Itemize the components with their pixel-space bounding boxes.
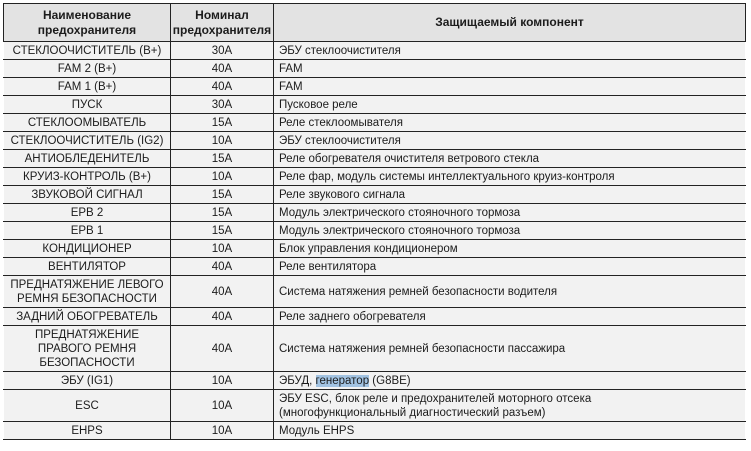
fuse-rating-cell: 15A bbox=[171, 204, 274, 222]
text-highlight: генератор bbox=[315, 374, 370, 387]
table-row bbox=[4, 42, 746, 60]
protected-component-cell: Реле стеклоомывателя bbox=[274, 114, 746, 132]
fuse-rating-cell: 10A bbox=[171, 132, 274, 150]
protected-component-cell: FAM bbox=[274, 78, 746, 96]
table-row bbox=[4, 240, 746, 258]
component-text: ЭБУД, bbox=[279, 374, 316, 387]
fuse-table-body bbox=[4, 42, 746, 440]
table-row bbox=[4, 78, 746, 96]
table-row bbox=[4, 276, 746, 308]
fuse-table-head bbox=[4, 4, 746, 42]
protected-component-cell: Блок управления кондиционером bbox=[274, 240, 746, 258]
protected-component-cell: Реле фар, модуль системы интеллектуального круиз-контроля bbox=[274, 168, 746, 186]
fuse-name-cell: EPB 2 bbox=[4, 204, 171, 222]
protected-component-cell: Пусковое реле bbox=[274, 96, 746, 114]
fuse-rating-cell: 40A bbox=[171, 326, 274, 372]
fuse-rating-cell: 15A bbox=[171, 114, 274, 132]
header-protected-component: Защищаемый компонент bbox=[274, 4, 746, 42]
fuse-name-cell: ЗВУКОВОЙ СИГНАЛ bbox=[4, 186, 171, 204]
table-row bbox=[4, 372, 746, 390]
fuse-name-cell: СТЕКЛООМЫВАТЕЛЬ bbox=[4, 114, 171, 132]
fuse-rating-cell: 10A bbox=[171, 240, 274, 258]
table-row bbox=[4, 186, 746, 204]
fuse-name-cell: ПРЕДНАТЯЖЕНИЕ ЛЕВОГО РЕМНЯ БЕЗОПАСНОСТИ bbox=[4, 276, 171, 308]
protected-component-cell: ЭБУ стеклоочистителя bbox=[274, 42, 746, 60]
table-row bbox=[4, 168, 746, 186]
protected-component-cell: Реле обогревателя очистителя ветрового стекла bbox=[274, 150, 746, 168]
table-header-row bbox=[4, 4, 746, 42]
fuse-name-cell: EHPS bbox=[4, 422, 171, 440]
table-row bbox=[4, 60, 746, 78]
fuse-rating-cell: 40A bbox=[171, 78, 274, 96]
component-text: (G8BE) bbox=[369, 374, 411, 387]
fuse-rating-cell: 15A bbox=[171, 222, 274, 240]
fuse-rating-cell: 30A bbox=[171, 96, 274, 114]
fuse-name-cell: FAM 2 (B+) bbox=[4, 60, 171, 78]
fuse-rating-cell: 40A bbox=[171, 308, 274, 326]
table-row bbox=[4, 204, 746, 222]
table-row bbox=[4, 258, 746, 276]
fuse-name-cell: КОНДИЦИОНЕР bbox=[4, 240, 171, 258]
fuse-name-cell: ЭБУ (IG1) bbox=[4, 372, 171, 390]
protected-component-cell: Реле заднего обогревателя bbox=[274, 308, 746, 326]
fuse-name-cell: EPB 1 bbox=[4, 222, 171, 240]
protected-component-cell: Реле звукового сигнала bbox=[274, 186, 746, 204]
table-row bbox=[4, 326, 746, 372]
table-row bbox=[4, 308, 746, 326]
fuse-table bbox=[3, 3, 746, 440]
fuse-name-cell: ПРЕДНАТЯЖЕНИЕ ПРАВОГО РЕМНЯ БЕЗОПАСНОСТИ bbox=[4, 326, 171, 372]
fuse-rating-cell: 10A bbox=[171, 390, 274, 422]
table-row bbox=[4, 132, 746, 150]
protected-component-cell: Система натяжения ремней безопасности водителя bbox=[274, 276, 746, 308]
header-fuse-rating: Номинал предохранителя bbox=[171, 4, 274, 42]
fuse-name-cell: ВЕНТИЛЯТОР bbox=[4, 258, 171, 276]
fuse-rating-cell: 10A bbox=[171, 168, 274, 186]
fuse-rating-cell: 40A bbox=[171, 258, 274, 276]
fuse-name-cell: ЗАДНИЙ ОБОГРЕВАТЕЛЬ bbox=[4, 308, 171, 326]
fuse-name-cell: СТЕКЛООЧИСТИТЕЛЬ (B+) bbox=[4, 42, 171, 60]
table-row bbox=[4, 390, 746, 422]
header-fuse-name: Наименование предохранителя bbox=[4, 4, 171, 42]
fuse-name-cell: АНТИОБЛЕДЕНИТЕЛЬ bbox=[4, 150, 171, 168]
protected-component-cell: FAM bbox=[274, 60, 746, 78]
fuse-rating-cell: 15A bbox=[171, 150, 274, 168]
fuse-rating-cell: 10A bbox=[171, 372, 274, 390]
protected-component-cell: ЭБУ ESC, блок реле и предохранителей моторного отсека (многофункциональный диагностический разъем) bbox=[274, 390, 746, 422]
fuse-rating-cell: 15A bbox=[171, 186, 274, 204]
fuse-name-cell: КРУИЗ-КОНТРОЛЬ (B+) bbox=[4, 168, 171, 186]
table-row bbox=[4, 222, 746, 240]
fuse-rating-cell: 40A bbox=[171, 60, 274, 78]
fuse-name-cell: FAM 1 (B+) bbox=[4, 78, 171, 96]
fuse-rating-cell: 40A bbox=[171, 276, 274, 308]
fuse-name-cell: ПУСК bbox=[4, 96, 171, 114]
protected-component-cell: Система натяжения ремней безопасности пассажира bbox=[274, 326, 746, 372]
table-row bbox=[4, 96, 746, 114]
protected-component-cell: Модуль электрического стояночного тормоза bbox=[274, 222, 746, 240]
protected-component-cell: ЭБУ стеклоочистителя bbox=[274, 132, 746, 150]
fuse-rating-cell: 10A bbox=[171, 422, 274, 440]
protected-component-cell: Модуль электрического стояночного тормоза bbox=[274, 204, 746, 222]
protected-component-cell bbox=[274, 372, 746, 390]
fuse-name-cell: ESC bbox=[4, 390, 171, 422]
protected-component-cell: Модуль EHPS bbox=[274, 422, 746, 440]
fuse-name-cell: СТЕКЛООЧИСТИТЕЛЬ (IG2) bbox=[4, 132, 171, 150]
table-row bbox=[4, 150, 746, 168]
fuse-rating-cell: 30A bbox=[171, 42, 274, 60]
table-row bbox=[4, 114, 746, 132]
protected-component-cell: Реле вентилятора bbox=[274, 258, 746, 276]
table-row bbox=[4, 422, 746, 440]
